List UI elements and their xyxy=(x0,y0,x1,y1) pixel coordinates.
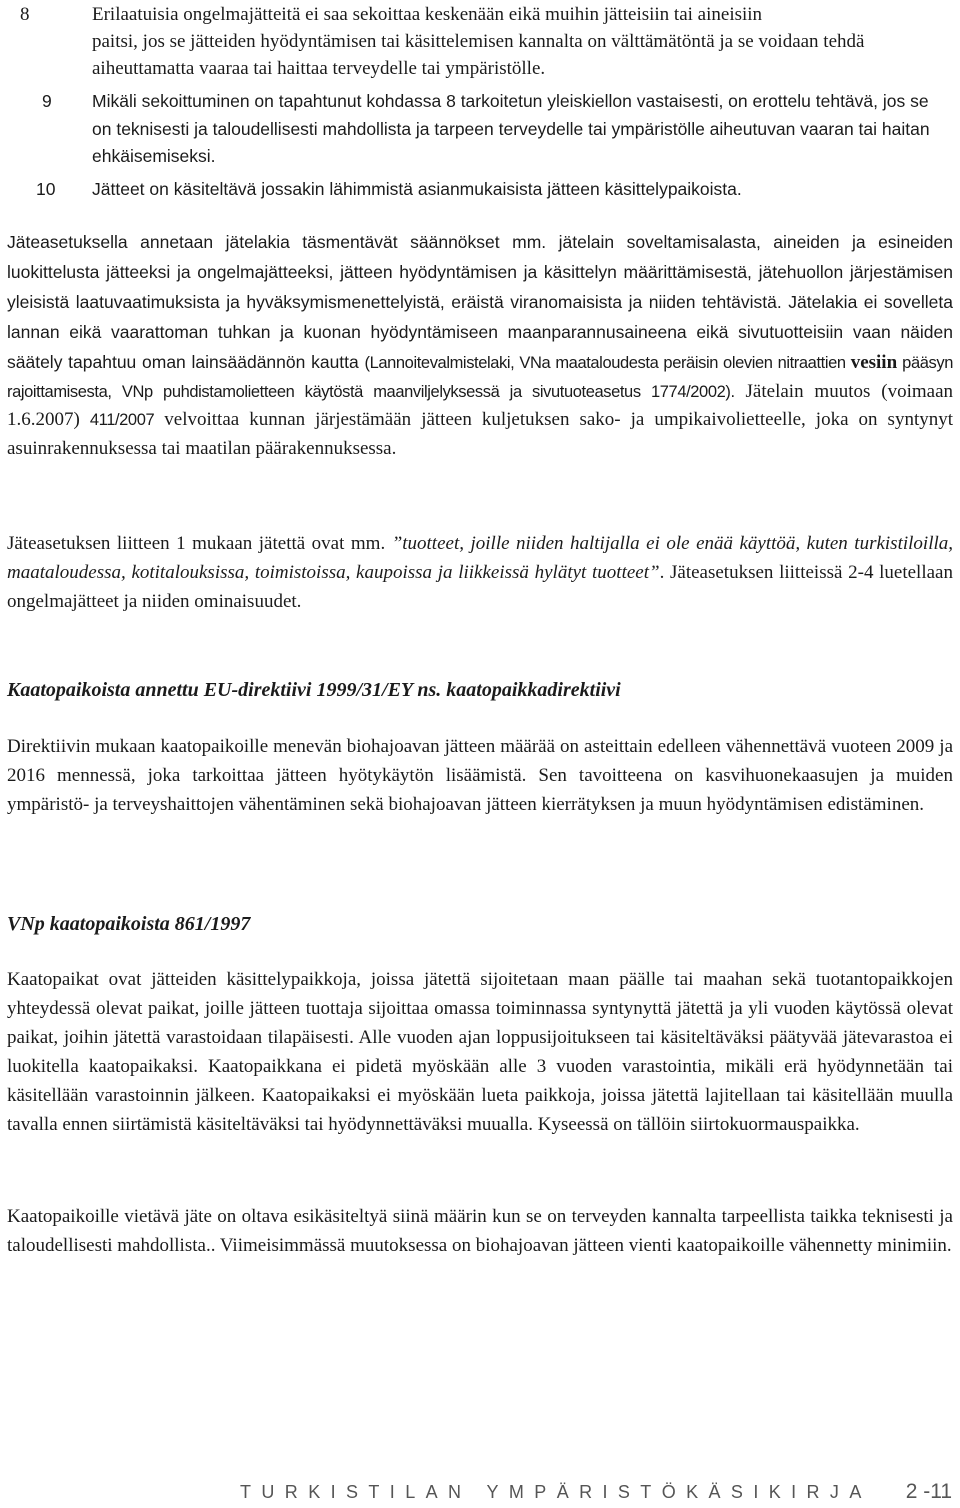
list-item-text: Jätteet on käsiteltävä jossakin lähimmistä asianmukaisista jätteen käsittelypaikoista. xyxy=(92,179,742,199)
list-item-9 xyxy=(20,88,960,171)
list-item-number: 8 xyxy=(20,4,30,25)
page-number: 2 -11 xyxy=(905,1480,952,1503)
paragraph-text: Direktiivin mukaan kaatopaikoille menevän biohajoavan jätteen määrää on asteittain edelleen vähennettävä vuoteen 2009 ja 2016 mennessä, joka tarkoittaa jätteen hyötykäytön lisäämistä. Sen tavoitteena on kasvihuonekaasujen ja muiden ympäristö- ja terveyshaittojen vähentäminen sekä biohajoavan jätteen kierrätyksen ja muun hyödyntämisen edistäminen. xyxy=(7,736,953,815)
paragraph-text: . Jäteasetuksen liitteissä 2-4 luetellaan ongelmajätteet ja niiden ominaisuudet. xyxy=(7,561,953,612)
list-item-text: Erilaatuisia ongelmajätteitä ei saa sekoittaa keskenään eikä muihin jätteisiin tai aineisiin xyxy=(92,4,763,25)
paragraph-esikasittely xyxy=(7,1203,953,1261)
paragraph-directive xyxy=(7,733,953,820)
legislation-reference: (Lannoitevalmistelaki, VNa maataloudesta peräisin olevien nitraattien xyxy=(364,353,851,372)
paragraph-text: Kaatopaikoille vietävä jäte on oltava esikäsiteltyä siinä määrin kun se on terveyden kannalta tarpeellista taikka teknisesti ja taloudellisesti mahdollista.. Viimeisimmässä muutoksessa on biohajoavan jätteen vienti kaatopaikoille vähennetty minimiin. xyxy=(7,1206,953,1256)
list-item-8 xyxy=(20,2,960,82)
emphasized-word: vesiin xyxy=(850,351,898,373)
section-heading-eu-directive: Kaatopaikoista annettu EU-direktiivi 1999/31/EY ns. kaatopaikkadirektiivi xyxy=(7,679,621,701)
list-item-number: 9 xyxy=(42,91,52,111)
paragraph-kaatopaikat xyxy=(7,966,953,1139)
list-item-10 xyxy=(20,176,960,203)
list-item-text: Mikäli sekoittuminen on tapahtunut kohdassa 8 tarkoitetun yleiskiellon vastaisesti, on erottelu tehtävä, jos se on teknisesti ja taloudellisesti mahdollista ja tarpeen terveydelle tai ympäristölle aiheutuvan vaaran tai haitan ehkäisemiseksi. xyxy=(92,91,930,166)
paragraph-text: Kaatopaikat ovat jätteiden käsittelypaikkoja, joissa jätettä sijoitetaan maan päälle tai maahan sekä tuotantopaikkojen yhteydessä olevat paikat, joille jätteen tuottaja sijoittaa omassa toiminnassa syntynyttä jätettä ja yli vuoden käytössä olevat paikat, joihin jätettä varastoidaan tilapäisesti. Alle vuoden ajan loppusijoitukseen tai käsiteltäväksi päätyvää jätevarastoa ei luokitella kaatopaikaksi. Kaatopaikkana ei pidetä myöskään alle 3 vuoden varastointia, mikäli erä hyödynnetään tai käsitellään varastoinnin jälkeen. Kaatopaikaksi ei myöskään lueta paikkoja, joissa jätettä lajitellaan tai käsitellään muulla tavalla ennen siirtämistä käsiteltäväksi tai hyödynnettäväksi muualla. Kyseessä on tällöin siirtokuormauspaikka. xyxy=(7,969,953,1135)
paragraph-liite xyxy=(7,530,953,617)
list-item-continuation: paitsi, jos se jätteiden hyödyntämisen tai käsittelemisen kannalta on välttämätöntä ja se voidaan tehdä aiheuttamatta vaaraa tai haittaa terveydelle tai ympäristölle. xyxy=(92,30,865,79)
footer-title: TURKISTILAN YMPÄRISTÖKÄSIKIRJA xyxy=(240,1482,872,1502)
list-item-number: 10 xyxy=(36,179,56,199)
paragraph-text: Jäteasetuksen liitteen 1 mukaan jätettä ovat mm. xyxy=(7,533,392,554)
legislation-reference: pääsyn rajoittamisesta, VNp puhdistamolietteen käytöstä maanviljelyksessä ja sivutuoteasetus 1774/2002). xyxy=(7,353,953,401)
section-heading-vnp: VNp kaatopaikoista 861/1997 xyxy=(7,913,251,935)
paragraph-text: Jäteasetuksella annetaan jätelakia täsmentävät säännökset mm. jätelain soveltamisalasta, aineiden ja esineiden luokittelusta jätteeksi ja ongelmajätteeksi, jätteen hyödyntämisen ja käsittelyn määrittämisestä, jätehuollon järjestämisen yleisistä laatuvaatimuksista ja hyväksymismenettelyistä, eräistä viranomaisista ja niiden tehtävistä. Jätelakia ei sovelleta lannan eikä vaarattoman tuhkan ja kuonan hyödyntämiseen maanparannusaineena eikä sivutuotteisiin vaan näiden säätely tapahtuu oman lainsäädännön kautta xyxy=(7,232,953,372)
quoted-definition: ”tuotteet, joille niiden haltijalla ei ole enää käyttöä, kuten turkistiloilla, maataloudessa, kotitalouksissa, toimistoissa, kaupoissa ja liikkeissä hylätyt tuotteet” xyxy=(7,533,953,583)
paragraph-jateasetus xyxy=(7,228,953,464)
law-number: 411/2007 xyxy=(89,411,155,430)
paragraph-text: velvoittaa kunnan järjestämään jätteen kuljetuksen sako- ja umpikaivolietteelle, joka on syntynyt asuinrakennuksessa tai maatilan päärakennuksessa. xyxy=(7,409,954,460)
paragraph-text: Jätelain muutos (voimaan 1.6.2007) xyxy=(7,380,954,431)
